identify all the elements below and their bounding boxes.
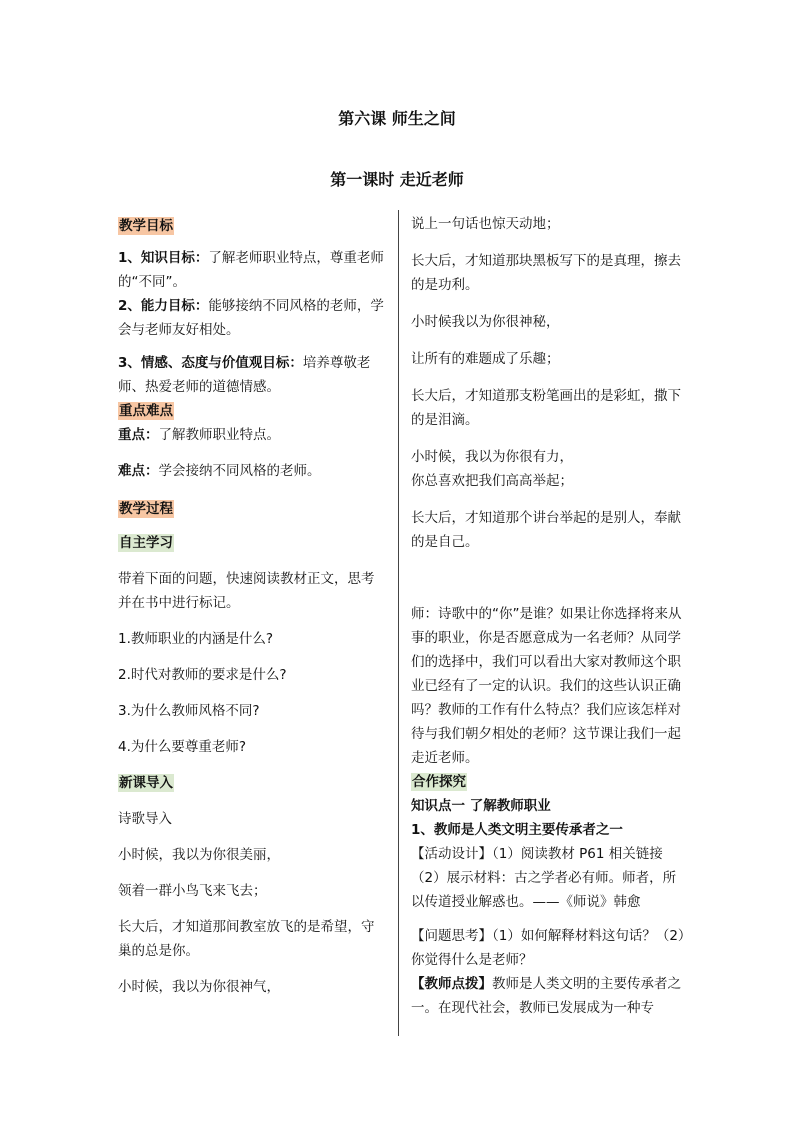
study-instruction: 带着下面的问题，快速阅读教材正文，思考并在书中进行标记。 <box>118 571 375 611</box>
key-point-label: 重点： <box>118 427 159 443</box>
poem-line: 让所有的难题成了乐趣； <box>411 351 560 367</box>
teacher-guide <box>411 972 689 1020</box>
difficult-point-text: 学会接纳不同风格的老师。 <box>158 463 321 479</box>
key-heading: 重点难点 <box>119 403 173 419</box>
poem-line: 小时候，我以为你很美丽， <box>118 847 280 863</box>
self-study-heading: 自主学习 <box>119 535 173 551</box>
key-point <box>118 423 386 447</box>
column-divider <box>398 210 399 1036</box>
goal-heading: 教学目标 <box>119 218 173 234</box>
question-2: 2.时代对教师的要求是什么? <box>118 667 287 683</box>
knowledge-goal-label: 1、知识目标： <box>118 250 209 266</box>
ability-goal <box>118 294 386 342</box>
question-4: 4.为什么要尊重老师? <box>118 739 247 755</box>
poem-line: 长大后，才知道那个讲台举起的是别人，奉献的是自己。 <box>411 510 681 550</box>
poem-line: 小时候，我以为你很有力， <box>411 449 573 465</box>
poem-line: 长大后，才知道那间教室放飞的是希望，守巢的总是你。 <box>118 919 375 959</box>
right-column <box>411 212 689 1020</box>
poem-line: 小时候，我以为你很神气， <box>118 979 280 995</box>
knowledge-point-1: 知识点一 了解教师职业 <box>411 798 551 814</box>
coop-heading: 合作探究 <box>412 774 466 790</box>
poem-line: 小时候我以为你很神秘， <box>411 314 560 330</box>
teacher-guide-label: 【教师点拨】 <box>411 976 492 992</box>
question-1: 1.教师职业的内涵是什么? <box>118 631 274 647</box>
poem-line: 领着一群小鸟飞来飞去； <box>118 883 267 899</box>
activity-design: 【活动设计】（1）阅读教材 P61 相关链接（2）展示材料：古之学者必有师。师者，所以传道授业解惑也。——《师说》韩愈 <box>411 846 677 910</box>
left-column <box>118 214 386 999</box>
knowledge-goal-text: 了解老师职业特点，尊重老师的“不同”。 <box>118 250 384 290</box>
key-point-text: 了解教师职业特点。 <box>158 427 280 443</box>
teacher-guide-text: 教师是人类文明的主要传承者之一。在现代社会，教师已发展成为一种专 <box>411 976 681 1016</box>
question-thinking: 【问题思考】（1）如何解释材料这句话？（2）你觉得什么是老师？ <box>411 928 685 968</box>
question-3: 3.为什么教师风格不同? <box>118 703 260 719</box>
ability-goal-text: 能够接纳不同风格的老师，学会与老师友好相处。 <box>118 298 384 338</box>
process-heading: 教学过程 <box>119 501 173 517</box>
emotion-goal-label: 3、情感、态度与价值观目标： <box>118 355 303 371</box>
emotion-goal-text: 培养尊敬老师、热爱老师的道德情感。 <box>118 355 371 395</box>
lesson-subtitle: 第一课时 走近老师 <box>330 170 464 189</box>
emotion-goal <box>118 351 386 399</box>
knowledge-point-1-item: 1、教师是人类文明主要传承者之一 <box>411 822 623 838</box>
poem-line: 长大后，才知道那支粉笔画出的是彩虹，撒下的是泪滴。 <box>411 388 681 428</box>
knowledge-goal <box>118 246 386 294</box>
poem-line: 说上一句话也惊天动地； <box>411 216 560 232</box>
poem-line: 你总喜欢把我们高高举起； <box>411 473 573 489</box>
poem-line: 长大后，才知道那块黑板写下的是真理，擦去的是功利。 <box>411 253 681 293</box>
difficult-point-label: 难点： <box>118 463 159 479</box>
ability-goal-label: 2、能力目标： <box>118 298 209 314</box>
lesson-title: 第六课 师生之间 <box>338 109 456 128</box>
difficult-point <box>118 459 386 483</box>
intro-heading: 新课导入 <box>119 775 173 791</box>
poem-intro: 诗歌导入 <box>118 811 172 827</box>
teacher-paragraph: 师：诗歌中的“你”是谁？如果让你选择将来从事的职业，你是否愿意成为一名老师？从同学们的选择中，我们可以看出大家对教师这个职业已经有了一定的认识。我们的这些认识正确吗？教师的工作有什么特点？我们应该怎样对待与我们朝夕相处的老师？这节课让我们一起走近老师。 <box>411 606 682 766</box>
